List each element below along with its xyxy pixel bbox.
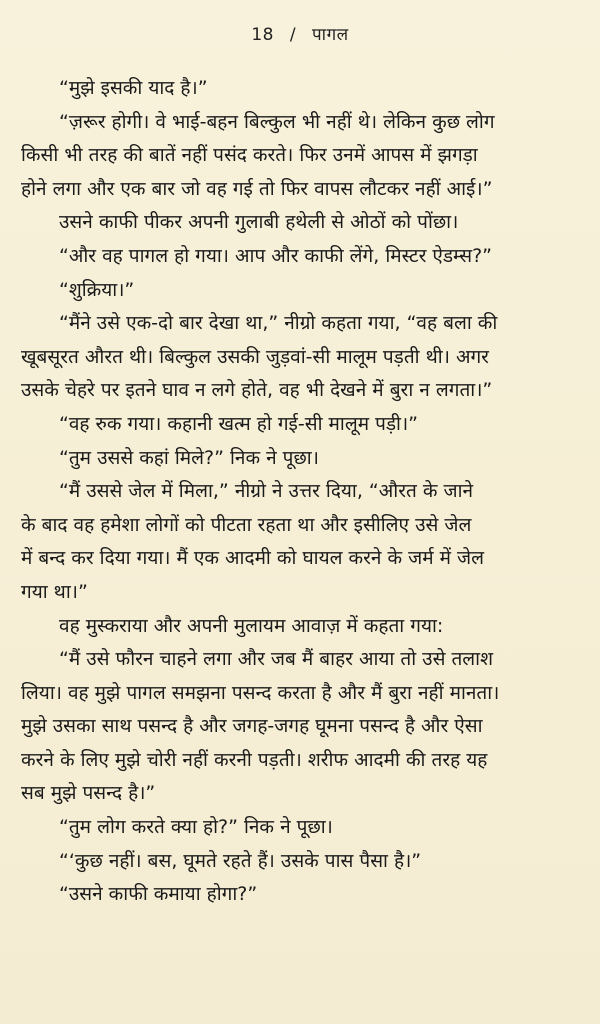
text-line: करने के लिए मुझे चोरी नहीं करनी पड़ती। शरीफ आदमी की तरह यह xyxy=(21,748,488,771)
text-line: में बन्द कर दिया गया। मैं एक आदमी को घायल करने के जर्म में जेल xyxy=(21,547,484,570)
text-line: किसी भी तरह की बातें नहीं पसंद करते। फिर उनमें आपस में झगड़ा xyxy=(21,144,478,167)
text-line: “मैं उससे जेल में मिला,” नीग्रो ने उत्तर दिया, “औरत के जाने xyxy=(59,480,474,503)
text-line: उसके चेहरे पर इतने घाव न लगे होते, वह भी देखने में बुरा न लगता।” xyxy=(21,379,493,402)
page-body xyxy=(21,72,579,912)
text-line: “शुक्रिया।” xyxy=(59,278,135,301)
text-line: “ज़रूर होगी। वे भाई-बहन बिल्कुल भी नहीं थे। लेकिन कुछ लोग xyxy=(59,110,495,133)
text-line: गया था।” xyxy=(21,580,88,603)
text-line: “‘कुछ नहीं। बस, घूमते रहते हैं। उसके पास पैसा है।” xyxy=(59,849,422,872)
text-line: खूबसूरत औरत थी। बिल्कुल उसकी जुड़वां-सी मालूम पड़ती थी। अगर xyxy=(21,345,489,368)
page-header xyxy=(0,22,600,45)
text-line: “तुम लोग करते क्या हो?” निक ने पूछा। xyxy=(59,816,333,839)
text-line: लिया। वह मुझे पागल समझना पसन्द करता है और मैं बुरा नहीं मानता। xyxy=(21,681,500,704)
text-line: “वह रुक गया। कहानी खत्म हो गई-सी मालूम पड़ी।” xyxy=(59,412,419,435)
text-line: मुझे उसका साथ पसन्द है और जगह-जगह घूमना पसन्द है और ऐसा xyxy=(21,715,483,738)
page-number: 18 xyxy=(251,25,274,45)
book-title: पागल xyxy=(312,25,349,45)
text-line: उसने काफी पीकर अपनी गुलाबी हथेली से ओठों को पोंछा। xyxy=(59,211,459,234)
text-line: “मैंने उसे एक-दो बार देखा था,” नीग्रो कहता गया, “वह बला की xyxy=(59,312,498,335)
text-line: वह मुस्कराया और अपनी मुलायम आवाज़ में कहता गया: xyxy=(59,614,444,637)
text-line: “मैं उसे फौरन चाहने लगा और जब मैं बाहर आया तो उसे तलाश xyxy=(59,648,494,671)
text-line: “तुम उससे कहां मिले?” निक ने पूछा। xyxy=(59,446,319,469)
text-line: सब मुझे पसन्द है।” xyxy=(21,782,156,805)
text-line: “मुझे इसकी याद है।” xyxy=(59,77,208,99)
text-line: होने लगा और एक बार जो वह गई तो फिर वापस लौटकर नहीं आई।” xyxy=(21,177,493,200)
text-line: “और वह पागल हो गया। आप और काफी लेंगे, मिस्टर ऐडम्स?” xyxy=(59,244,493,267)
text-line: “उसने काफी कमाया होगा?” xyxy=(59,883,258,906)
header-separator: / xyxy=(289,25,297,45)
text-line: के बाद वह हमेशा लोगों को पीटता रहता था और इसीलिए उसे जेल xyxy=(21,513,472,536)
